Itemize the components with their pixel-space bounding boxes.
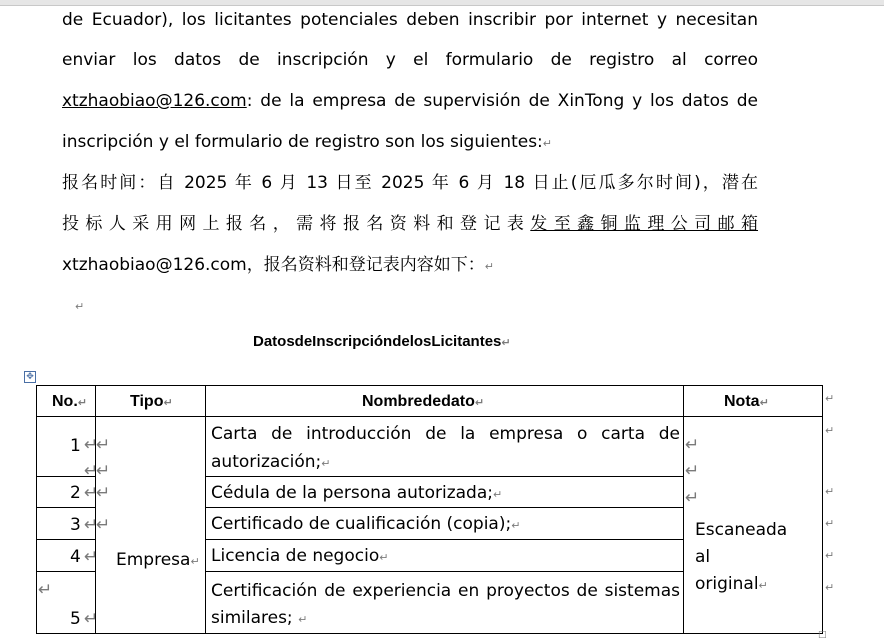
- cell-mark: ↵: [190, 555, 200, 568]
- header-nombre: [362, 393, 484, 411]
- text: Escaneada al original: [695, 520, 788, 594]
- text: 报名时间：自 2025 年 6 月 13 日至 2025 年 6 月 18 日止(厄瓜多尔时间)，潜在: [62, 173, 758, 193]
- text: Cédula de la persona autorizada;: [211, 483, 493, 503]
- cell-mark: ↵: [379, 551, 389, 564]
- table-border: [822, 385, 823, 634]
- table-border: [36, 385, 37, 634]
- email-text: xtzhaobiao@126.com: [62, 255, 247, 275]
- header-no: [52, 393, 87, 411]
- table-border: [36, 416, 823, 417]
- table-border: [36, 633, 823, 634]
- cell-mark: ↵: [84, 547, 99, 567]
- row-4-no: 4: [70, 547, 81, 567]
- header-tipo: [130, 393, 173, 411]
- cell-mark: ↵: [758, 579, 768, 592]
- row-2-no: 2: [70, 483, 81, 503]
- table-border: [205, 571, 684, 572]
- table-title: [253, 333, 511, 350]
- paragraph-es-line-3: [62, 89, 758, 113]
- text: Tipo: [130, 393, 164, 410]
- cell-mark: ↵: [685, 488, 700, 508]
- table-border: [36, 571, 96, 572]
- row-1-nombre-line-2: [211, 449, 331, 477]
- table-border: [36, 385, 823, 386]
- table-border: [36, 507, 96, 508]
- text: inscripción y el formulario de registro son los siguientes:: [62, 132, 543, 152]
- row-end-mark: ↵: [825, 424, 835, 437]
- row-5-no: 5: [70, 609, 81, 629]
- cell-mark: ↵: [685, 461, 700, 481]
- text: autorización;: [211, 452, 322, 472]
- cell-mark: ↵: [84, 609, 99, 629]
- row-5-nombre-line-1: Certificación de experiencia en proyectos de sistemas: [211, 581, 680, 601]
- cell-mark: ↵: [96, 435, 111, 455]
- cell-mark: ↵: [474, 396, 485, 409]
- underlined-text: 发至鑫铜监理公司邮箱: [530, 214, 759, 234]
- table-border: [205, 539, 684, 540]
- text: Certificado de cualificación (copia);: [211, 514, 512, 534]
- text: Nota: [724, 393, 760, 410]
- cell-mark: ↵: [492, 488, 503, 501]
- cell-mark: ↵: [77, 396, 87, 409]
- text: enviar los datos de inscripción y el formulario de registro al correo: [62, 50, 758, 70]
- text: similares;: [211, 608, 293, 628]
- paragraph-mark: ↵: [484, 260, 494, 273]
- paragraph-mark: ↵: [542, 137, 553, 150]
- cell-mark: ↵: [84, 435, 99, 455]
- cell-mark: ↵: [84, 515, 99, 535]
- text: de Ecuador), los licitantes potenciales deben inscribir por internet y necesitan: [62, 10, 758, 30]
- table-border: [205, 385, 206, 634]
- row-end-mark: ↵: [825, 549, 835, 562]
- cell-mark: ↵: [96, 515, 111, 535]
- row-5-nombre-line-2: [211, 605, 307, 633]
- table-move-handle-icon[interactable]: ✥: [24, 371, 36, 383]
- paragraph-mark: ↵: [501, 336, 511, 349]
- row-3-no: 3: [70, 515, 81, 535]
- text: No.: [52, 393, 78, 410]
- ruler-strip: [0, 0, 884, 6]
- cell-mark: ↵: [685, 435, 700, 455]
- text: : de la empresa de supervisión de XinTong y los datos de: [246, 91, 758, 111]
- table-resize-handle-icon[interactable]: □: [818, 630, 827, 640]
- cell-mark: ↵: [96, 461, 111, 481]
- tipo-empresa: [116, 547, 200, 575]
- row-end-mark: ↵: [825, 581, 835, 594]
- row-end-mark: ↵: [825, 485, 835, 498]
- table-border: [95, 385, 96, 634]
- paragraph-zh-line-3: [62, 253, 758, 279]
- row-4-nombre: [211, 543, 388, 571]
- paragraph-zh-line-2: [62, 212, 758, 236]
- row-end-mark: ↵: [825, 517, 835, 530]
- cell-mark: ↵: [84, 483, 99, 503]
- email-link[interactable]: xtzhaobiao@126.com: [62, 91, 247, 111]
- cell-mark: ↵: [759, 396, 769, 409]
- text: Licencia de negocio: [211, 546, 380, 566]
- table-border: [683, 385, 684, 634]
- cell-mark: ↵: [38, 580, 53, 600]
- text: Empresa: [116, 550, 191, 570]
- cell-mark: ↵: [511, 519, 521, 532]
- empty-paragraph-mark: ↵: [75, 300, 85, 313]
- paragraph-es-line-1: [62, 8, 758, 32]
- paragraph-es-line-2: [62, 48, 758, 72]
- text: Nombrededato: [362, 393, 475, 410]
- table-border: [36, 539, 96, 540]
- row-1-nombre-line-1: Carta de introducción de la empresa o carta de: [211, 424, 680, 444]
- paragraph-es-line-4: [62, 130, 758, 156]
- row-3-nombre: [211, 511, 520, 539]
- text: 投标人采用网上报名，需将报名资料和登记表: [62, 214, 531, 234]
- cell-mark: ↵: [96, 483, 111, 503]
- row-end-mark: ↵: [825, 392, 835, 405]
- row-1-no: 1: [70, 436, 81, 456]
- paragraph-zh-line-1: [62, 171, 758, 195]
- nota-escaneada: [695, 517, 813, 599]
- text: ，报名资料和登记表内容如下：: [246, 255, 485, 275]
- cell-mark: ↵: [84, 461, 99, 481]
- cell-mark: ↵: [321, 457, 331, 470]
- text: DatosdeInscripcióndelosLicitantes: [253, 333, 502, 350]
- header-nota: [724, 393, 769, 411]
- cell-mark: ↵: [298, 613, 308, 626]
- row-2-nombre: [211, 480, 502, 508]
- cell-mark: ↵: [163, 396, 173, 409]
